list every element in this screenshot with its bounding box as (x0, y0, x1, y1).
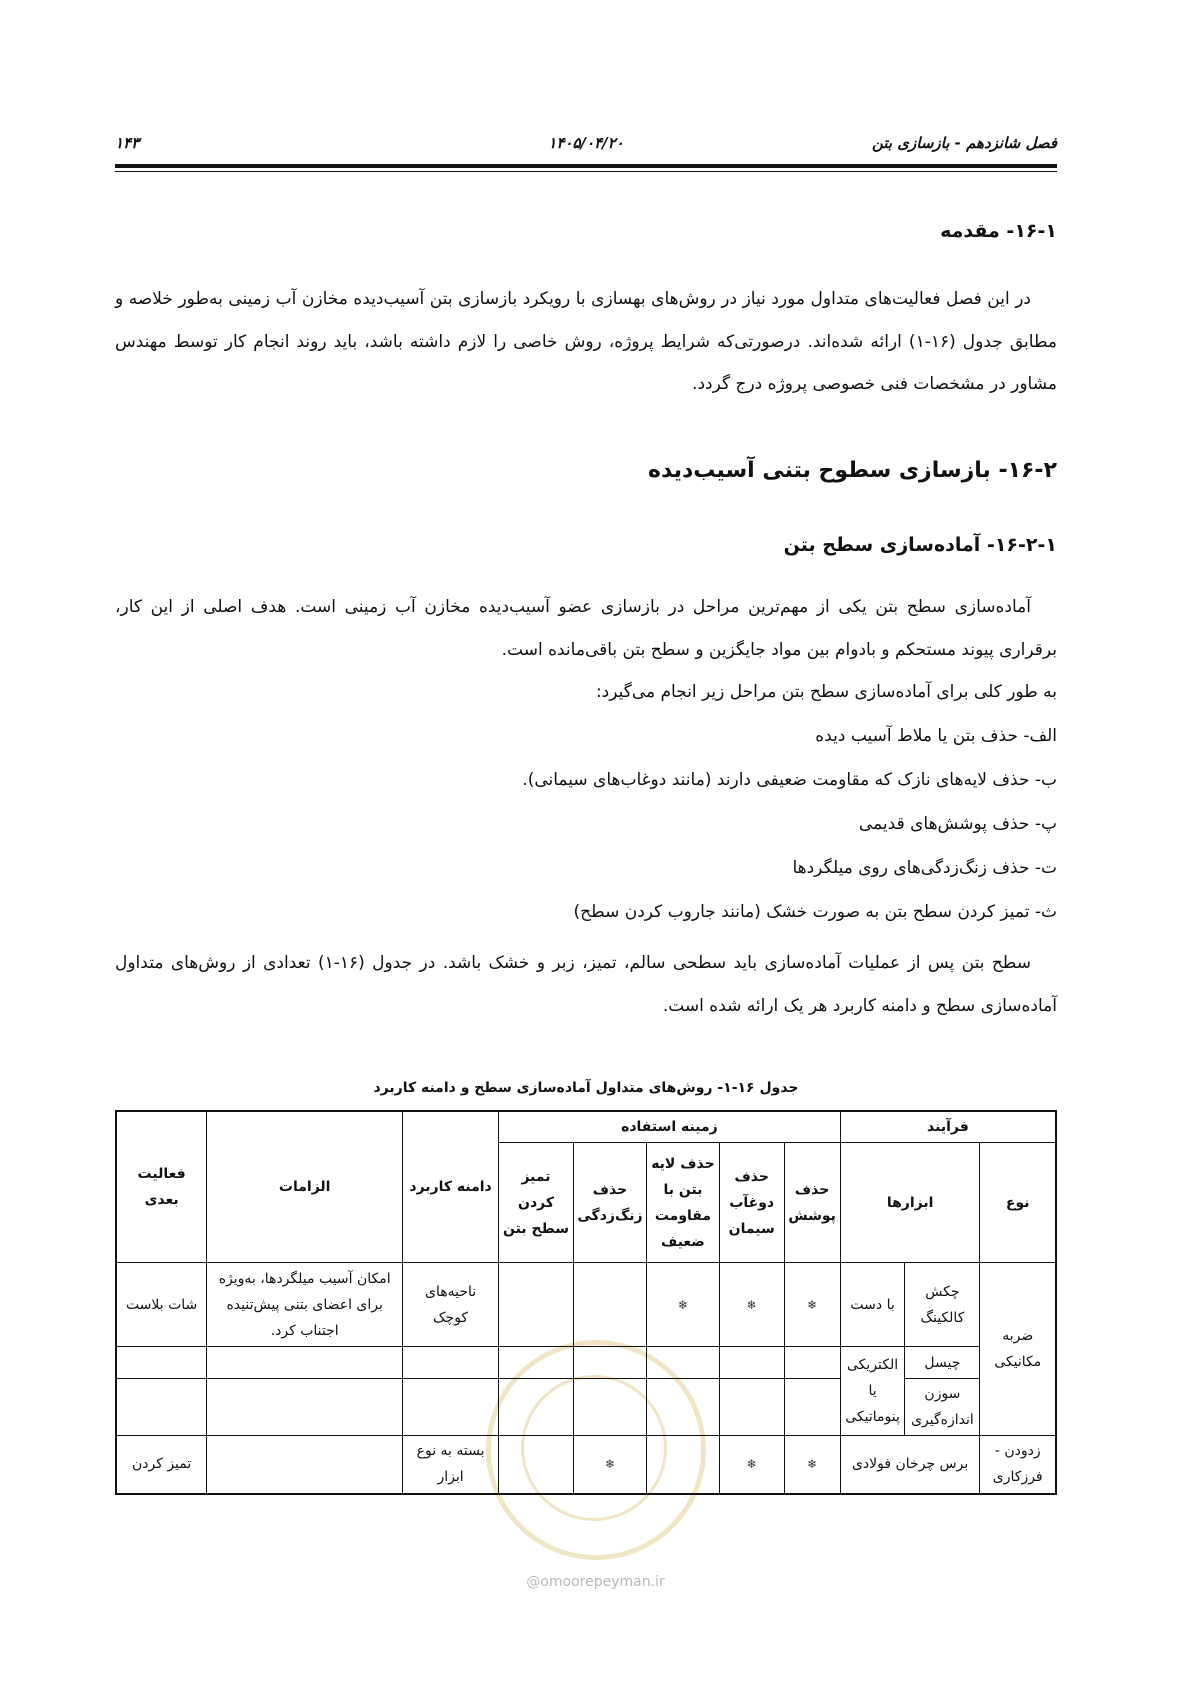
cell-empty (574, 1263, 647, 1347)
cell-empty (403, 1347, 499, 1379)
cell-empty (207, 1347, 403, 1379)
header-date: ۱۴۰۵/۰۴/۲۰ (548, 134, 624, 152)
step-item: ت- حذف زنگ‌زدگی‌های روی میلگردها (792, 858, 1057, 878)
header-scope: دامنه کاربرد (403, 1111, 499, 1263)
intro-paragraph-text: در این فصل فعالیت‌های متداول مورد نیاز در روش‌های بهسازی با رویکرد بازسازی بتن آسیب‌دیده مخازن آب زمینی به‌طور خلاصه و مطابق جدول (۱۶-۱) ارائه شده‌اند. درصورتی‌که شرایط پروژه، روش خاصی را لازم داشته باشد، باید روند انجام کار توسط مهندس مشاور در مشخصات فنی خصوصی پروژه درج گردد. (115, 289, 1057, 394)
cell-empty (719, 1347, 784, 1379)
header-remove-coating: حذف پوشش (784, 1143, 840, 1263)
cell-tool-needle: سوزن اندازه‌گیری (905, 1379, 980, 1436)
cell-empty (646, 1379, 719, 1436)
cell-empty (403, 1379, 499, 1436)
cell-tool-chisel: چیسل (905, 1347, 980, 1379)
cell-scope-tool: بسته به نوع ابزار (403, 1436, 499, 1494)
cell-type-mechanical: ضربه مکانیکی (980, 1263, 1056, 1436)
chapter-title: فصل شانزدهم - بازسازی بتن (871, 134, 1057, 152)
subsection-heading-surface-prep: ۱۶-۲-۱- آماده‌سازی سطح بتن (783, 534, 1057, 556)
header-requirements: الزامات (207, 1111, 403, 1263)
header-usage: زمینه استفاده (499, 1111, 841, 1143)
intro-paragraph (115, 278, 1057, 406)
cell-requirement: امکان آسیب میلگردها، به‌ویژه برای اعضای بتنی پیش‌تنیده اجتناب کرد. (207, 1263, 403, 1347)
section-heading-intro: ۱۶-۱- مقدمه (940, 220, 1057, 242)
cell-tool-wire-brush: برس چرخان فولادی (840, 1436, 980, 1494)
header-tools: ابزارها (840, 1143, 980, 1263)
header-next-activity: فعالیت بعدی (116, 1111, 207, 1263)
cell-empty (207, 1436, 403, 1494)
header-rule-thin (115, 171, 1057, 172)
cell-empty (784, 1347, 840, 1379)
section-heading-restoration: ۱۶-۲- بازسازی سطوح بتنی آسیب‌دیده (648, 458, 1057, 483)
header-remove-grout: حذف دوغآب سیمان (719, 1143, 784, 1263)
mark-grout: ❄ (719, 1436, 784, 1494)
cell-empty (499, 1263, 574, 1347)
cell-empty (574, 1379, 647, 1436)
step-item: ب- حذف لایه‌های نازک که مقاومت ضعیفی دارند (مانند دوغاب‌های سیمانی). (522, 770, 1057, 790)
cell-empty (116, 1379, 207, 1436)
header-remove-rust: حذف زنگ‌زدگی (574, 1143, 647, 1263)
step-item: الف- حذف بتن یا ملاط آسیب دیده (815, 726, 1057, 746)
header-type: نوع (980, 1143, 1056, 1263)
cell-tool-electric: الکتریکی یا پنوماتیکی (840, 1347, 905, 1436)
table-intro-paragraph (115, 942, 1057, 1027)
mark-coating: ❄ (784, 1263, 840, 1347)
cell-scope-small: ناحیه‌های کوچک (403, 1263, 499, 1347)
mark-rust: ❄ (574, 1436, 647, 1494)
surface-prep-table (115, 1110, 1057, 1495)
page-number: ۱۴۳ (115, 134, 140, 152)
cell-next-cleaning: تمیز کردن (116, 1436, 207, 1494)
running-header (115, 130, 1057, 158)
cell-empty (719, 1379, 784, 1436)
header-process: فرآیند (840, 1111, 1056, 1143)
mark-coating: ❄ (784, 1436, 840, 1494)
cell-tool-caulking-hammer: چکش کالکینگ (905, 1263, 980, 1347)
cell-type-milling: زدودن - فرزکاری (980, 1436, 1056, 1494)
mark-grout: ❄ (719, 1263, 784, 1347)
table-intro-text: سطح بتن پس از عملیات آماده‌سازی باید سطحی سالم، تمیز، زبر و خشک باشد. در جدول (۱۶-۱) تعدادی از روش‌های متداول آماده‌سازی سطح و دامنه کاربرد هر یک ارائه شده است. (115, 953, 1057, 1016)
cell-empty (784, 1379, 840, 1436)
surface-prep-paragraph (115, 586, 1057, 671)
mark-weak-layer: ❄ (646, 1263, 719, 1347)
table-caption: جدول ۱۶-۱- روش‌های متداول آماده‌سازی سطح و دامنه کاربرد (373, 1080, 799, 1096)
header-remove-weak-layer: حذف لایه بتن با مقاومت ضعیف (646, 1143, 719, 1263)
cell-empty (116, 1347, 207, 1379)
step-item: ث- تمیز کردن سطح بتن به صورت خشک (مانند جاروب کردن سطح) (573, 902, 1057, 922)
cell-next-shot-blast: شات بلاست (116, 1263, 207, 1347)
header-rule-thick (115, 164, 1057, 168)
surface-prep-text: آماده‌سازی سطح بتن یکی از مهم‌ترین مراحل در بازسازی عضو آسیب‌دیده مخازن آب زمینی است. هدف اصلی از این کار، برقراری پیوند مستحکم و بادوام بین مواد جایگزین و سطح بتن باقی‌مانده است. (115, 597, 1057, 660)
header-clean-surface: تمیز کردن سطح بتن (499, 1143, 574, 1263)
cell-empty (207, 1379, 403, 1436)
watermark-site: @omoorepeyman.ir (526, 1574, 665, 1590)
cell-empty (499, 1436, 574, 1494)
cell-empty (646, 1436, 719, 1494)
steps-intro: به طور کلی برای آماده‌سازی سطح بتن مراحل زیر انجام می‌گیرد: (595, 682, 1057, 702)
step-item: پ- حذف پوشش‌های قدیمی (858, 814, 1057, 834)
cell-empty (499, 1379, 574, 1436)
cell-empty (499, 1347, 574, 1379)
cell-empty (574, 1347, 647, 1379)
cell-empty (646, 1347, 719, 1379)
cell-tool-manual: با دست (840, 1263, 905, 1347)
